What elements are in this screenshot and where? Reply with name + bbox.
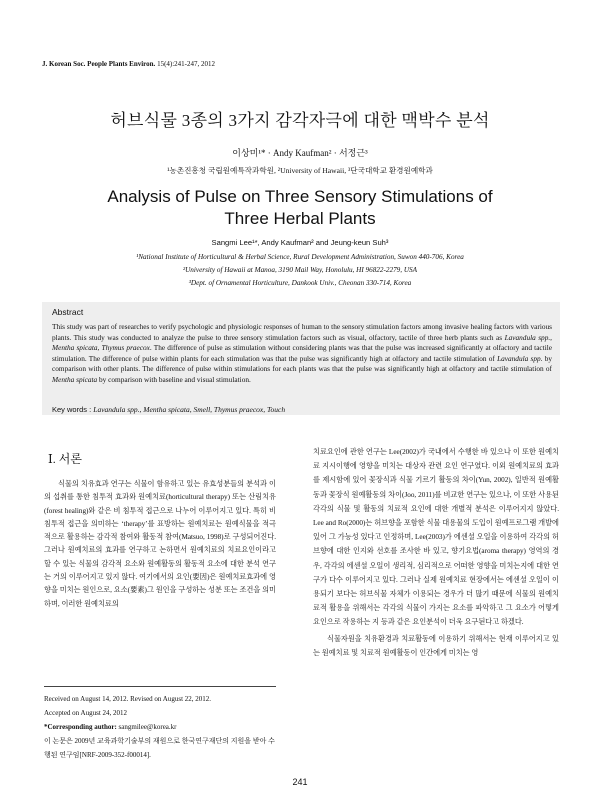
abstract-species-2: Lavandula spp. bbox=[497, 353, 543, 363]
abstract-part-1: This study was part of researches to verify psychologic and physiologic responses of human to the sensory stimulation factors among invasive healing factors with various plants. This study was conducted to analyze the pulse to three sensory stimulation factors such as visual, olfactory, tactile of three herb plants such as bbox=[52, 322, 552, 342]
journal-citation bbox=[42, 60, 215, 68]
affiliation-english-1: ¹National Institute of Horticultural & Herbal Science, Rural Development Administration, Suwon 440-706, Korea bbox=[136, 253, 464, 261]
footnote-corresponding-author bbox=[44, 720, 276, 734]
title-korean: 허브식물 3종의 3가지 감각자극에 대한 맥박수 분석 bbox=[110, 111, 490, 130]
authors-korean: 이상미¹* · Andy Kaufman² · 서정근³ bbox=[232, 148, 368, 158]
abstract-species-3: Mentha spicata bbox=[52, 374, 98, 384]
abstract-part-2: . The difference of pulse as stimulation without considering plants was that the pulse was increased significantly at olfactory and tactile stimulation. The difference of pulse within plants for each stimulation was that the pulse was significantly high at olfactory and tactile stimulation of bbox=[52, 343, 552, 363]
affiliation-english-3: ³Dept. of Ornamental Horticulture, Dankook Univ., Cheonan 330-714, Korea bbox=[188, 279, 412, 287]
footnote-divider bbox=[44, 686, 276, 687]
journal-issue: 15(4):241-247, 2012 bbox=[157, 60, 216, 68]
keywords-label: Key words : bbox=[52, 405, 92, 414]
abstract-text bbox=[52, 322, 552, 386]
footnote-accepted: Accepted on August 24, 2012 bbox=[44, 709, 128, 717]
footnote-received: Received on August 14, 2012. Revised on August 22, 2012. bbox=[44, 695, 212, 703]
body-right-column bbox=[313, 445, 559, 660]
corresponding-author-email: sangmilee@korea.kr bbox=[118, 723, 177, 731]
affiliation-korean: ¹농촌진흥청 국립원예특작과학원, ²University of Hawaii, ³단국대학교 환경원예학과 bbox=[167, 166, 433, 175]
keywords-value: Lavandula spp., Mentha spicata, Smell, Thymus praecox, Touch bbox=[93, 405, 286, 414]
body-left-column: 식물의 치유효과 연구는 식물이 함유하고 있는 유효성분들의 분석과 이의 섭취를 통한 침투적 효과와 원예치료(horticultural therapy) 또는 산림치유(forest healing)와 같은 비 침투적 접근으로 나누어 이루어지고 있다. 특히 비 침투적 접근을 의미하는 ‘therapy’를 표방하는 원예치료는 원예식물을 적극적으로 활용하는 감각적 참여와 활동적 참여(Matsuo, 1998)로 구성되어진다. 그러나 원예치료의 효과를 연구하고 논하면서 원예치료의 치료요인이라고 할 수 있는 식물의 감각적 요소와 원예활동의 활동적 요소에 대한 분석 연구는 거의 이루어지고 있지 않다. 여기에서의 요인(要因)은 원예치료효과에 영향을 미치는 원인으로, 요소(要素)그 원인을 구성하는 성분 또는 조건을 의미하며, 이러한 원예치료의 bbox=[44, 480, 276, 608]
footnote-funding: 이 논문은 2009년 교육과학기술부의 재원으로 한국연구재단의 지원을 받아 수행된 연구임[NRF-2009-352-f00014]. bbox=[44, 737, 275, 759]
section-heading: Ⅰ. 서론 bbox=[48, 452, 82, 466]
footnotes bbox=[44, 692, 276, 762]
title-english bbox=[0, 186, 600, 230]
title-english-line-2: Three Herbal Plants bbox=[224, 209, 376, 228]
authors-english: Sangmi Lee¹*, Andy Kaufman² and Jeung-keun Suh³ bbox=[211, 238, 389, 247]
corresponding-author-label: *Corresponding author: bbox=[44, 723, 117, 731]
body-right-paragraph-1: 치료요인에 관한 연구는 Lee(2002)가 국내에서 수행한 바 있으나 이 또한 원예치료 지시이행에 영향을 미치는 대상자 관련 요인 연구였다. 이외 원예치료의 효과를 제시함에 있어 꽃장식과 식물 기르기 활동의 차이(Yun, 2002), 일반적 원예활동과 꽃장식 원예활동의 차이(Joo, 2011)를 비교한 연구는 있으나, 이 또한 사용된 각각의 식물 및 활동의 치료적 요인에 대한 개별적 분석은 이루어지지 않았다. Lee and Ro(2000)는 허브향을 포함한 식물 대용물의 도입이 원예프로그램 개발에 있어 그 가능성 있다고 인정하며, Lee(2003)가 에센셜 오일을 이용하여 각각의 허브향에 대한 인지와 선호를 조사한 바 있고, 향기요법(aroma therapy) 영역의 경우, 각각의 에센셜 오일이 생리적, 심리적으로 어떠한 영향을 미치는지에 대한 연구가 다수 이루어지고 있다. 그러나 실제 원예치료 현장에서는 에센셜 오일이 이용되기 보다는 허브식물 자체가 이용되는 경우가 더 많기 때문에 식물의 원예치료적 활용을 위해서는 각각의 식물이 가지는 요소를 파악하고 그 요소가 어떻게 요인으로 작용하는 지 등과 같은 요인분석이 더욱 요구된다고 하겠다. bbox=[313, 448, 559, 627]
abstract-species-1: Lavandula spp., Mentha spicata, Thymus praecox bbox=[52, 332, 553, 353]
abstract-part-4: by comparison with baseline and visual stimulation. bbox=[97, 374, 251, 384]
abstract-part-3: by comparison with other plants. The difference of pulse within stimulations for each plants was that the pulse was significantly high at olfactory and tactile stimulation of bbox=[52, 353, 552, 374]
keywords bbox=[52, 405, 285, 414]
journal-name: J. Korean Soc. People Plants Environ. bbox=[42, 60, 156, 68]
body-right-paragraph-2: 식물자원을 치유환경과 치료활동에 이용하기 위해서는 현재 이루어지고 있는 원예치료 및 치료적 원예활동이 인간에게 미치는 영 bbox=[313, 634, 559, 657]
abstract-heading: Abstract bbox=[52, 307, 84, 317]
title-english-line-1: Analysis of Pulse on Three Sensory Stimulations of bbox=[107, 187, 493, 206]
affiliation-english-2: ²University of Hawaii at Manoa, 3190 Mail Way, Honolulu, HI 96822-2279, USA bbox=[182, 266, 418, 274]
page-number: 241 bbox=[292, 777, 308, 787]
